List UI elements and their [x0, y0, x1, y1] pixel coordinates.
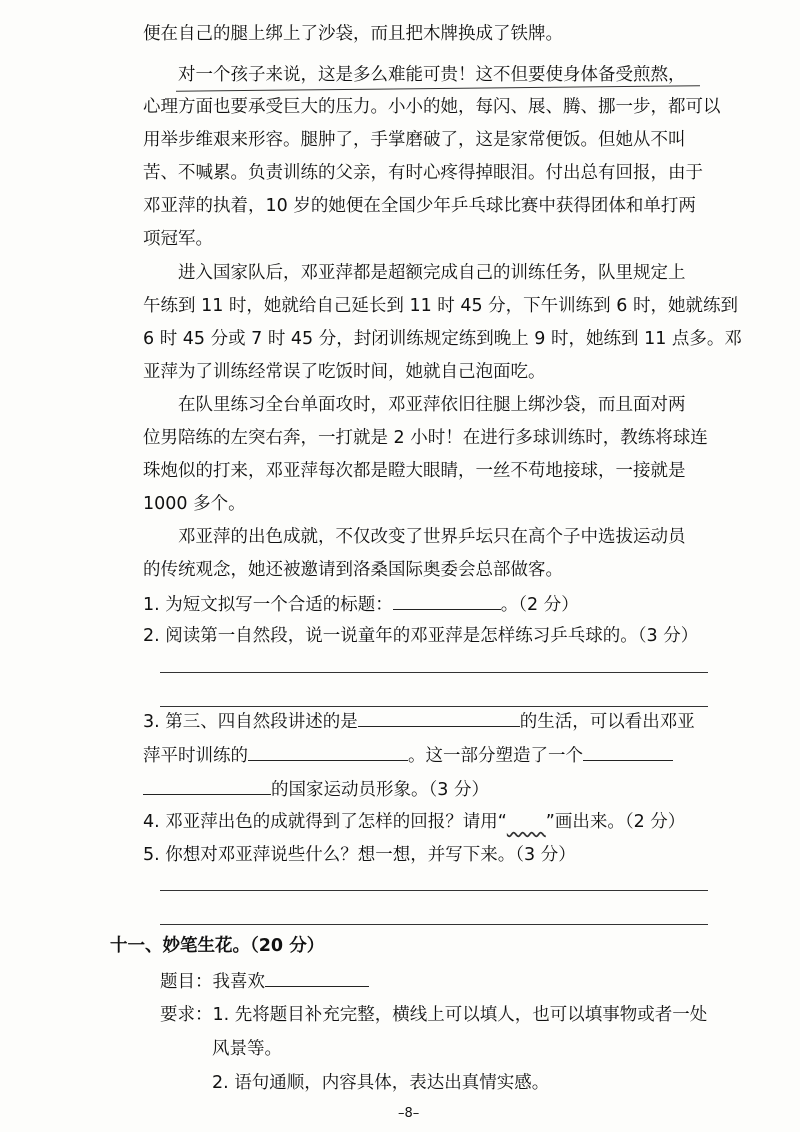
passage-line: 亚萍为了训练经常误了吃饭时间，她就自己泡面吃。 [143, 362, 546, 382]
answer-line[interactable] [160, 924, 708, 925]
passage-line: 珠炮似的打来，邓亚萍每次都是瞪大眼睛，一丝不苟地接球，一接就是 [143, 461, 686, 481]
passage-line: 心理方面也要承受巨大的压力。小小的她，每闪、展、腾、挪一步，都可以 [143, 97, 721, 117]
passage-line: 邓亚萍的执着，10 岁的她便在全国少年乒乓球比赛中获得团体和单打两 [143, 196, 696, 216]
page-number: –8– [398, 1106, 420, 1121]
question-3: 3. 第三、四自然段讲述的是 的生活，可以看出邓亚 [143, 708, 695, 734]
passage-line: 的传统观念，她还被邀请到洛桑国际奥委会总部做客。 [143, 560, 563, 580]
passage-line: 邓亚萍的出色成就，不仅改变了世界乒坛只在高个子中选拔运动员 [178, 527, 686, 547]
passage-line: 午练到 11 时，她就给自己延长到 11 时 45 分，下午训练到 6 时，她就练到 [143, 296, 738, 316]
passage-line: 用举步维艰来形容。腿肿了，手掌磨破了，这是家常便饭。但她从不叫 [143, 130, 686, 150]
question-3-cont: 的国家运动员形象。（3 分） [143, 776, 489, 802]
question-5: 5. 你想对邓亚萍说些什么？想一想，并写下来。（3 分） [143, 845, 576, 865]
writing-requirement: 2. 语句通顺，内容具体，表达出真情实感。 [212, 1073, 550, 1093]
passage-line: 在队里练习全台单面攻时，邓亚萍依旧往腿上绑沙袋，而且面对两 [178, 395, 686, 415]
wavy-line-sample [507, 812, 546, 832]
answer-line[interactable] [160, 706, 708, 707]
passage-line: 苦、不喊累。负责训练的父亲，有时心疼得掉眼泪。付出总有回报，由于 [143, 163, 703, 183]
passage-line: 便在自己的腿上绑上了沙袋，而且把木牌换成了铁牌。 [143, 24, 563, 44]
answer-blank[interactable] [143, 776, 271, 795]
answer-line[interactable] [160, 672, 708, 673]
topic-blank[interactable] [265, 968, 369, 987]
passage-line: 进入国家队后，邓亚萍都是超额完成自己的训练任务，队里规定上 [178, 263, 686, 283]
section-heading: 十一、妙笔生花。（20 分） [110, 936, 325, 956]
answer-blank[interactable] [393, 591, 501, 610]
writing-requirement: 风景等。 [212, 1039, 282, 1059]
writing-requirement: 要求：1. 先将题目补充完整，横线上可以填人，也可以填事物或者一处 [160, 1005, 708, 1025]
passage-line: 1000 多个。 [143, 494, 246, 514]
question-4: 4. 邓亚萍出色的成就得到了怎样的回报？请用“ ”画出来。（2 分） [143, 812, 686, 832]
answer-line[interactable] [160, 890, 708, 891]
passage-line: 项冠军。 [143, 229, 213, 249]
question-2: 2. 阅读第一自然段，说一说童年的邓亚萍是怎样练习乒乓球的。（3 分） [143, 626, 699, 646]
writing-topic: 题目：我喜欢 [160, 968, 369, 994]
passage-line: 位男陪练的左突右奔，一打就是 2 小时！在进行多球训练时，教练将球连 [143, 428, 708, 448]
passage-line: 6 时 45 分或 7 时 45 分，封闭训练规定练到晚上 9 时，她练到 11 点多。邓 [143, 329, 742, 349]
answer-blank[interactable] [248, 742, 408, 761]
question-3-cont: 萍平时训练的 。这一部分塑造了一个 [143, 742, 673, 768]
passage-line: 对一个孩子来说，这是多么难能可贵！这不但要使身体备受煎熬， [178, 65, 686, 85]
question-1: 1. 为短文拟写一个合适的标题： 。（2 分） [143, 591, 579, 617]
answer-blank[interactable] [358, 708, 520, 727]
answer-blank[interactable] [583, 742, 673, 761]
